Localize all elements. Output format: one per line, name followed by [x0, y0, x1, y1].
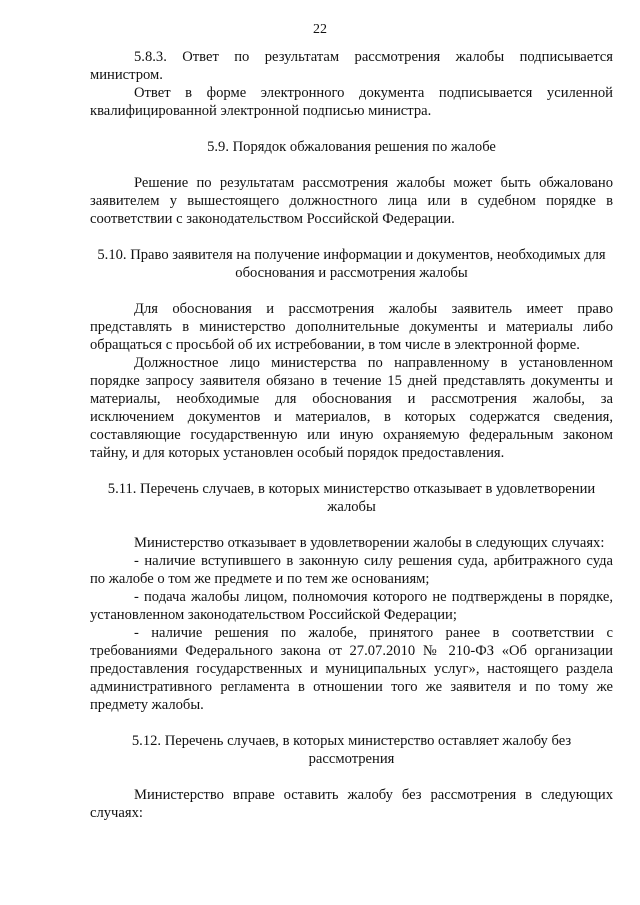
heading-5-10: 5.10. Право заявителя на получение информации и документов, необходимых для обоснования и рассмотрения жалобы: [97, 247, 606, 281]
heading-5-12: 5.12. Перечень случаев, в которых министерство оставляет жалобу без рассмотрения: [131, 733, 572, 767]
paragraph-refusal-cases: Министерство отказывает в удовлетворении жалобы в следующих случаях:: [134, 535, 605, 551]
heading-5-11: 5.11. Перечень случаев, в которых министерство отказывает в удовлетворении жалобы: [107, 481, 596, 515]
list-item: - наличие вступившего в законную силу решения суда, арбитражного суда по жалобе о том же предмете и по тем же основаниям;: [90, 553, 613, 587]
document-body: [90, 48, 613, 822]
paragraph-submit-documents: Для обоснования и рассмотрения жалобы заявитель имеет право представлять в министерство дополнительные документы и материалы либо обращаться с просьбой об их истребовании, в том числе в электронной форме.: [90, 301, 613, 353]
page-number: 22: [313, 22, 327, 37]
heading-5-9: 5.9. Порядок обжалования решения по жалобе: [207, 139, 496, 155]
list-item: - наличие решения по жалобе, принятого ранее в соответствии с требованиями Федерального закона от 27.07.2010 № 210-ФЗ «Об организации предоставления государственных и муниципальных услуг», настоящего раздела административного регламента в отношении того же заявителя и по тому же предмету жалобы.: [90, 625, 613, 713]
refusal-cases-list: [90, 552, 613, 714]
paragraph-5-8-3: 5.8.3. Ответ по результатам рассмотрения жалобы подписывается министром.: [90, 49, 613, 83]
paragraph-electronic-signature: Ответ в форме электронного документа подписывается усиленной квалифицированной электронной подписью министра.: [90, 85, 613, 119]
paragraph-appeal-decision: Решение по результатам рассмотрения жалобы может быть обжаловано заявителем у вышестоящего должностного лица или в судебном порядке в соответствии с законодательством Российской Федерации.: [90, 175, 613, 227]
paragraph-leave-without-review: Министерство вправе оставить жалобу без рассмотрения в следующих случаях:: [90, 787, 613, 821]
paragraph-official-obligation: Должностное лицо министерства по направленному в установленном порядке запросу заявителя обязано в течение 15 дней представлять документы и материалы, необходимые для обоснования и рассмотрения жалобы, за исключением документов и материалов, в которых содержатся сведения, составляющие государственную или иную охраняемую федеральным законом тайну, и для которых установлен особый порядок предоставления.: [90, 355, 613, 461]
list-item: - подача жалобы лицом, полномочия которого не подтверждены в порядке, установленном законодательством Российской Федерации;: [90, 589, 613, 623]
